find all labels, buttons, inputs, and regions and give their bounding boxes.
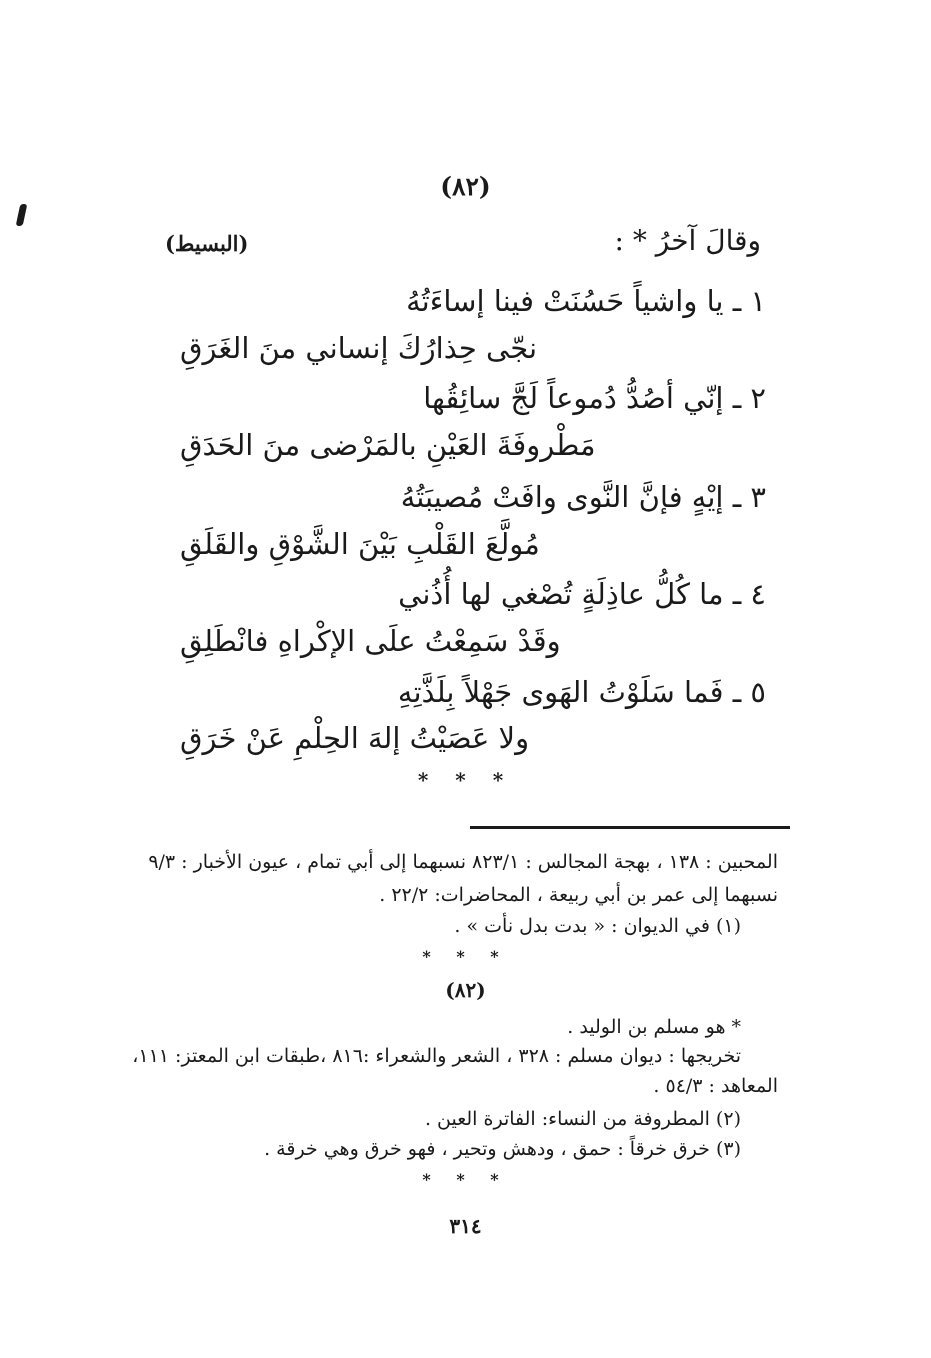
section-stars: * * * — [417, 768, 514, 792]
verse-number: ١ ـ — [732, 284, 766, 318]
verse-text: يا واشياً حَسُنَتْ فينا إساءَتُهُ — [406, 284, 724, 318]
verse-2-first — [423, 378, 766, 418]
verse-5-first — [398, 672, 766, 712]
verse-3-second: مُولَّعَ القَلْبِ بَيْنَ الشَّوْقِ والقَلَقِ — [180, 527, 540, 561]
verse-number: ٢ ـ — [732, 381, 766, 415]
verse-3-first — [401, 477, 766, 517]
footnote-stars: * * * — [422, 947, 509, 966]
poem-number: (٨٢) — [440, 172, 491, 201]
margin-mark — [16, 204, 28, 226]
author-note: * هو مسلم بن الوليد . — [567, 1016, 741, 1038]
verse-text: ما كُلُّ عاذِلَةٍ تُصْغي لها أُذُني — [398, 577, 724, 611]
verse-number: ٣ ـ — [732, 480, 766, 514]
poem-intro: وقالَ آخرُ * : — [614, 224, 761, 257]
verse-4-first — [398, 574, 766, 614]
meter-label: (البسيط) — [165, 231, 249, 256]
verse-1-second: نجّى حِذارُكَ إنساني منَ الغَرَقِ — [180, 331, 538, 365]
notes-poem-number: (٨٢) — [445, 978, 486, 1002]
prev-footnote-line-3: (١) في الديوان : « بدت بدل نأت » . — [454, 915, 741, 937]
verse-5-second: ولا عَصَيْتُ إلهَ الحِلْمِ عَنْ خَرَقِ — [180, 721, 530, 755]
verse-number: ٥ ـ — [732, 675, 766, 709]
prev-footnote-line-2: نسبهما إلى عمر بن أبي ربيعة ، المحاضرات: ٢٢/٢ . — [379, 884, 778, 906]
verse-1-first — [406, 281, 766, 321]
verse-4-second: وقَدْ سَمِعْتُ علَى الإكْراهِ فانْطَلِقِ — [180, 624, 561, 658]
verse-text: إيْهٍ فإنَّ النَّوى وافَتْ مُصيبَتُهُ — [400, 480, 724, 514]
verse-2-second: مَطْروفَةَ العَيْنِ بالمَرْضى منَ الحَدَقِ — [180, 428, 596, 462]
footnote-2: (٢) المطروفة من النساء: الفاترة العين . — [424, 1108, 741, 1130]
verse-text: إنّي أصُدُّ دُموعاً لَجَّ سائِقُها — [423, 381, 724, 415]
prev-footnote-line-1: المحبين : ١٣٨ ، بهجة المجالس : ٨٢٣/١ نسبهما إلى أبي تمام ، عيون الأخبار : ٩/٣ — [148, 851, 778, 873]
verse-text: فَما سَلَوْتُ الهَوى جَهْلاً بِلَذَّتِهِ — [397, 675, 724, 709]
footnote-3: (٣) خرق خرقاً : حمق ، ودهش وتحير ، فهو خرق وهي خرقة . — [264, 1138, 741, 1160]
maahid-note: المعاهد : ٥٤/٣ . — [653, 1075, 778, 1097]
takhrij-note: تخريجها : ديوان مسلم : ٣٢٨ ، الشعر والشعراء :٨١٦ ،طبقات ابن المعتز: ١١١، — [132, 1045, 741, 1067]
footnote-rule — [470, 826, 790, 829]
verse-number: ٤ ـ — [732, 577, 766, 611]
notes-stars: * * * — [422, 1170, 509, 1189]
page-number: ٣١٤ — [449, 1214, 482, 1238]
